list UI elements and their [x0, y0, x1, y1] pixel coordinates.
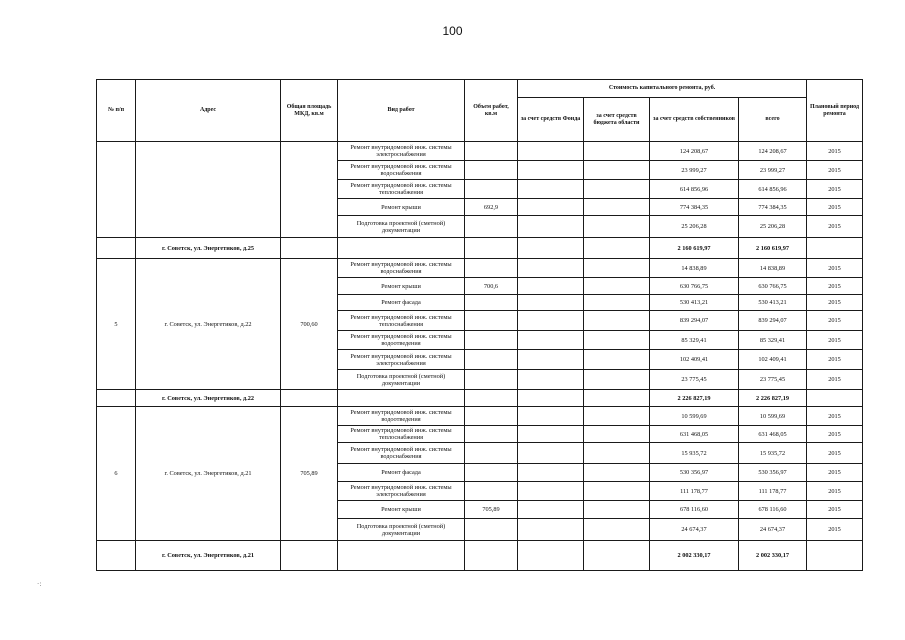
cost-fund — [518, 259, 584, 278]
work-type: Ремонт внутридомовой инж. системы водоотведения — [338, 331, 465, 350]
cost-regional — [584, 501, 650, 519]
subtotal-regional — [584, 238, 650, 259]
work-volume: 692,9 — [465, 199, 518, 216]
cost-owners: 530 413,21 — [650, 295, 739, 311]
cost-owners: 530 356,97 — [650, 464, 739, 482]
cost-total: 774 384,35 — [739, 199, 807, 216]
work-volume — [465, 180, 518, 199]
cost-total: 530 356,97 — [739, 464, 807, 482]
subtotal-year — [807, 390, 863, 407]
subtotal-volume — [465, 390, 518, 407]
subtotal-fund — [518, 390, 584, 407]
header-address: Адрес — [136, 80, 281, 142]
subtotal-volume — [465, 238, 518, 259]
page-number: 100 — [442, 24, 463, 38]
cost-total: 23 775,45 — [739, 370, 807, 390]
work-volume — [465, 464, 518, 482]
cost-total: 530 413,21 — [739, 295, 807, 311]
header-work: Вид работ — [338, 80, 465, 142]
table-row — [97, 142, 863, 161]
subtotal-num — [97, 390, 136, 407]
cost-owners: 85 329,41 — [650, 331, 739, 350]
planned-year: 2015 — [807, 426, 863, 443]
cost-regional — [584, 180, 650, 199]
subtotal-row — [97, 390, 863, 407]
planned-year: 2015 — [807, 161, 863, 180]
cost-owners: 10 599,69 — [650, 407, 739, 426]
work-type: Ремонт крыши — [338, 199, 465, 216]
work-volume — [465, 482, 518, 501]
cost-regional — [584, 259, 650, 278]
cost-total: 678 116,60 — [739, 501, 807, 519]
planned-year: 2015 — [807, 443, 863, 464]
planned-year: 2015 — [807, 216, 863, 238]
planned-year: 2015 — [807, 464, 863, 482]
scan-mark: ·: — [37, 580, 42, 588]
planned-year: 2015 — [807, 331, 863, 350]
subtotal-total: 2 160 619,97 — [739, 238, 807, 259]
planned-year: 2015 — [807, 482, 863, 501]
cost-owners: 102 409,41 — [650, 350, 739, 370]
planned-year: 2015 — [807, 407, 863, 426]
cost-regional — [584, 216, 650, 238]
subtotal-address: г. Советск, ул. Энергетиков, д.21 — [136, 541, 281, 571]
cost-owners: 25 206,28 — [650, 216, 739, 238]
cost-regional — [584, 311, 650, 331]
subtotal-address: г. Советск, ул. Энергетиков, д.22 — [136, 390, 281, 407]
work-type: Ремонт внутридомовой инж. системы электроснабжения — [338, 350, 465, 370]
header-cost-group: Стоимость капитального ремонта, руб. — [518, 80, 807, 98]
row-address: г. Советск, ул. Энергетиков, д.21 — [136, 407, 281, 541]
cost-fund — [518, 278, 584, 295]
cost-regional — [584, 464, 650, 482]
header-owners: за счет средств собственников — [650, 98, 739, 142]
subtotal-row — [97, 541, 863, 571]
planned-year: 2015 — [807, 199, 863, 216]
subtotal-regional — [584, 390, 650, 407]
cost-total: 111 178,77 — [739, 482, 807, 501]
work-type: Подготовка проектной (сметной) документации — [338, 519, 465, 541]
work-volume — [465, 311, 518, 331]
row-number: 6 — [97, 407, 136, 541]
header-total: всего — [739, 98, 807, 142]
cost-fund — [518, 370, 584, 390]
subtotal-address: г. Советск, ул. Энергетиков, д.25 — [136, 238, 281, 259]
cost-owners: 678 116,60 — [650, 501, 739, 519]
work-volume — [465, 142, 518, 161]
cost-owners: 630 766,75 — [650, 278, 739, 295]
cost-fund — [518, 161, 584, 180]
subtotal-work — [338, 238, 465, 259]
subtotal-area — [281, 238, 338, 259]
cost-owners: 631 468,05 — [650, 426, 739, 443]
cost-total: 10 599,69 — [739, 407, 807, 426]
cost-regional — [584, 519, 650, 541]
subtotal-num — [97, 238, 136, 259]
cost-owners: 24 674,37 — [650, 519, 739, 541]
cost-total: 630 766,75 — [739, 278, 807, 295]
subtotal-area — [281, 541, 338, 571]
work-volume — [465, 519, 518, 541]
subtotal-owners: 2 160 619,97 — [650, 238, 739, 259]
cost-total: 25 206,28 — [739, 216, 807, 238]
work-volume — [465, 370, 518, 390]
subtotal-row — [97, 238, 863, 259]
cost-regional — [584, 370, 650, 390]
row-number — [97, 142, 136, 238]
cost-total: 23 999,27 — [739, 161, 807, 180]
cost-fund — [518, 443, 584, 464]
subtotal-regional — [584, 541, 650, 571]
work-volume: 705,89 — [465, 501, 518, 519]
subtotal-owners: 2 226 827,19 — [650, 390, 739, 407]
work-type: Ремонт фасада — [338, 464, 465, 482]
work-type: Ремонт внутридомовой инж. системы водоотведения — [338, 407, 465, 426]
work-type: Ремонт внутридомовой инж. системы электроснабжения — [338, 482, 465, 501]
cost-fund — [518, 331, 584, 350]
cost-fund — [518, 501, 584, 519]
cost-regional — [584, 443, 650, 464]
row-area — [281, 142, 338, 238]
work-type: Ремонт внутридомовой инж. системы водоснабжения — [338, 259, 465, 278]
cost-regional — [584, 350, 650, 370]
subtotal-year — [807, 238, 863, 259]
work-volume — [465, 426, 518, 443]
cost-owners: 614 856,96 — [650, 180, 739, 199]
header-volume: Объем работ, кв.м — [465, 80, 518, 142]
cost-regional — [584, 407, 650, 426]
cost-owners: 111 178,77 — [650, 482, 739, 501]
subtotal-work — [338, 390, 465, 407]
header-period: Плановый период ремонта — [807, 80, 863, 142]
work-volume — [465, 295, 518, 311]
planned-year: 2015 — [807, 370, 863, 390]
work-volume — [465, 216, 518, 238]
subtotal-owners: 2 002 330,17 — [650, 541, 739, 571]
work-type: Ремонт внутридомовой инж. системы теплоснабжения — [338, 426, 465, 443]
cost-regional — [584, 142, 650, 161]
cost-regional — [584, 278, 650, 295]
cost-total: 631 468,05 — [739, 426, 807, 443]
work-volume: 700,6 — [465, 278, 518, 295]
subtotal-work — [338, 541, 465, 571]
work-volume — [465, 161, 518, 180]
header-num: № п/п — [97, 80, 136, 142]
row-area: 705,89 — [281, 407, 338, 541]
cost-owners: 23 775,45 — [650, 370, 739, 390]
cost-fund — [518, 311, 584, 331]
cost-total: 15 935,72 — [739, 443, 807, 464]
planned-year: 2015 — [807, 278, 863, 295]
row-area: 700,60 — [281, 259, 338, 390]
cost-fund — [518, 350, 584, 370]
cost-total: 85 329,41 — [739, 331, 807, 350]
planned-year: 2015 — [807, 142, 863, 161]
work-type: Ремонт внутридомовой инж. системы водоснабжения — [338, 443, 465, 464]
subtotal-total: 2 002 330,17 — [739, 541, 807, 571]
table-row — [97, 259, 863, 278]
cost-total: 14 838,89 — [739, 259, 807, 278]
row-number: 5 — [97, 259, 136, 390]
cost-regional — [584, 331, 650, 350]
cost-owners: 774 384,35 — [650, 199, 739, 216]
cost-fund — [518, 142, 584, 161]
row-address — [136, 142, 281, 238]
work-type: Подготовка проектной (сметной) документации — [338, 370, 465, 390]
subtotal-volume — [465, 541, 518, 571]
work-volume — [465, 407, 518, 426]
row-address: г. Советск, ул. Энергетиков, д.22 — [136, 259, 281, 390]
planned-year: 2015 — [807, 259, 863, 278]
cost-owners: 23 999,27 — [650, 161, 739, 180]
cost-fund — [518, 216, 584, 238]
work-volume — [465, 259, 518, 278]
cost-regional — [584, 199, 650, 216]
header-area: Общая площадь МКД, кв.м — [281, 80, 338, 142]
cost-total: 614 856,96 — [739, 180, 807, 199]
cost-fund — [518, 295, 584, 311]
subtotal-fund — [518, 541, 584, 571]
subtotal-area — [281, 390, 338, 407]
table-row — [97, 407, 863, 426]
work-volume — [465, 331, 518, 350]
cost-fund — [518, 464, 584, 482]
subtotal-year — [807, 541, 863, 571]
work-volume — [465, 350, 518, 370]
cost-total: 102 409,41 — [739, 350, 807, 370]
header-regional: за счет средств бюджета области — [584, 98, 650, 142]
cost-fund — [518, 426, 584, 443]
subtotal-num — [97, 541, 136, 571]
cost-total: 124 208,67 — [739, 142, 807, 161]
work-type: Подготовка проектной (сметной) документации — [338, 216, 465, 238]
cost-fund — [518, 519, 584, 541]
subtotal-total: 2 226 827,19 — [739, 390, 807, 407]
cost-fund — [518, 199, 584, 216]
subtotal-fund — [518, 238, 584, 259]
cost-owners: 14 838,89 — [650, 259, 739, 278]
planned-year: 2015 — [807, 295, 863, 311]
cost-owners: 15 935,72 — [650, 443, 739, 464]
cost-regional — [584, 161, 650, 180]
planned-year: 2015 — [807, 501, 863, 519]
work-type: Ремонт внутридомовой инж. системы электроснабжения — [338, 142, 465, 161]
cost-fund — [518, 407, 584, 426]
cost-owners: 124 208,67 — [650, 142, 739, 161]
capital-repair-table — [96, 79, 863, 571]
work-type: Ремонт крыши — [338, 501, 465, 519]
planned-year: 2015 — [807, 311, 863, 331]
work-type: Ремонт внутридомовой инж. системы водоснабжения — [338, 161, 465, 180]
header-fund: за счет средств Фонда — [518, 98, 584, 142]
cost-owners: 839 294,07 — [650, 311, 739, 331]
work-type: Ремонт внутридомовой инж. системы теплоснабжения — [338, 180, 465, 199]
work-type: Ремонт внутридомовой инж. системы теплоснабжения — [338, 311, 465, 331]
table-body — [97, 142, 863, 571]
cost-regional — [584, 426, 650, 443]
planned-year: 2015 — [807, 519, 863, 541]
work-type: Ремонт фасада — [338, 295, 465, 311]
cost-fund — [518, 482, 584, 501]
work-volume — [465, 443, 518, 464]
cost-total: 839 294,07 — [739, 311, 807, 331]
planned-year: 2015 — [807, 350, 863, 370]
cost-fund — [518, 180, 584, 199]
work-type: Ремонт крыши — [338, 278, 465, 295]
cost-total: 24 674,37 — [739, 519, 807, 541]
cost-regional — [584, 295, 650, 311]
planned-year: 2015 — [807, 180, 863, 199]
cost-regional — [584, 482, 650, 501]
